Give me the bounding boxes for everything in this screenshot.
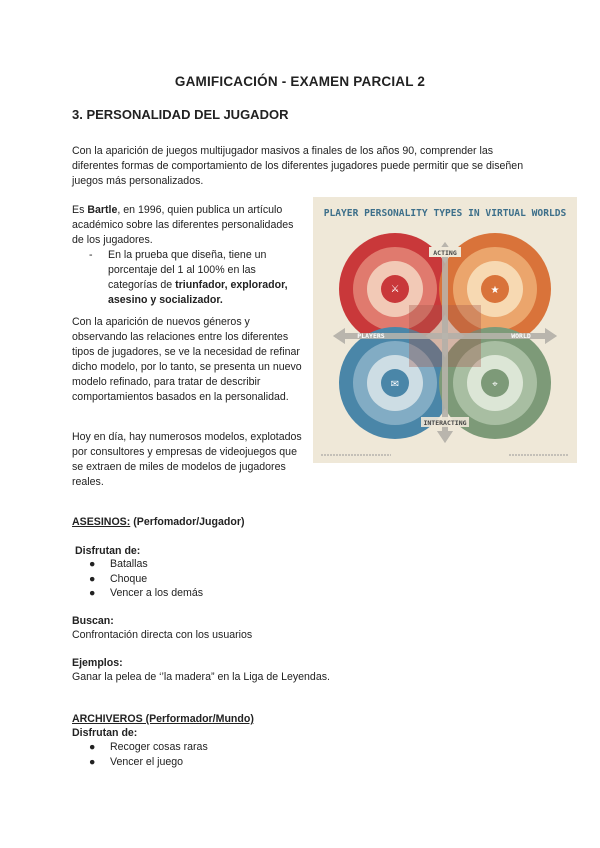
bullet-icon: ● xyxy=(89,558,96,570)
archiveros-disfrutan-label: Disfrutan de: xyxy=(72,727,138,739)
bartle-bullet-bold: triunfador, explorador, asesino y socializador. xyxy=(108,279,288,306)
asesinos-disfrutan-label: Disfrutan de: xyxy=(75,545,141,557)
list-item-text: Vencer a los demás xyxy=(110,587,204,599)
nuevos-paragraph: Con la aparición de nuevos géneros y observando las relaciones entre los diferentes tipos de jugadores, se ve la necesidad de refinar dicho modelo, por lo tanto, se presenta un nuevo modelo refinado, para tratar de describir comportamientos basados en la personalidad. xyxy=(72,316,302,403)
hoy-paragraph: Hoy en día, hay numerosos modelos, explotados por consultores y empresas de videojuegos que se extraen de miles de modelos de jugadores reales. xyxy=(72,431,302,488)
document-title: GAMIFICACIÓN - EXAMEN PARCIAL 2 xyxy=(174,74,426,89)
asesinos-heading xyxy=(72,515,244,530)
list-item-text: Choque xyxy=(110,572,148,585)
player-types-infographic xyxy=(313,197,577,463)
bartle-bullet xyxy=(72,248,308,308)
list-item xyxy=(72,740,208,755)
bullet-icon: ● xyxy=(89,587,96,599)
bullet-icon: ● xyxy=(89,741,96,753)
bartle-list xyxy=(72,248,308,308)
intro-paragraph: Con la aparición de juegos multijugador masivos a finales de los años 90, comprender las diferentes formas de comportamiento de los diferentes jugadores puede permitir que se diseñen juegos más personalizados. xyxy=(72,145,524,187)
list-item-text: Recoger cosas raras xyxy=(110,741,208,753)
dash-marker: - xyxy=(89,249,93,261)
infographic-graphic xyxy=(313,197,577,463)
bullet-icon: ● xyxy=(89,755,96,768)
bartle-name: Bartle xyxy=(87,204,118,216)
asesinos-buscan-label: Buscan: xyxy=(72,615,114,627)
chat-icon: ✉ xyxy=(390,379,400,390)
bartle-paragraph xyxy=(72,203,308,248)
bartle-block xyxy=(72,203,308,308)
swords-icon: ⚔ xyxy=(390,284,400,295)
infographic-title: PLAYER PERSONALITY TYPES IN VIRTUAL WORLDS xyxy=(323,208,567,219)
asesinos-ejemplos-label: Ejemplos: xyxy=(72,657,123,669)
section-heading: 3. PERSONALIDAD DEL JUGADOR xyxy=(72,107,289,122)
asesinos-heading-rest: (Perfomador/Jugador) xyxy=(130,516,245,528)
acting-label: ACTING xyxy=(433,249,457,257)
players-label: PLAYERS xyxy=(357,332,385,340)
asesinos-heading-underlined: ASESINOS: xyxy=(72,516,131,528)
list-item xyxy=(72,572,203,587)
bullet-icon: ● xyxy=(89,572,96,585)
asesinos-ejemplos-text: Ganar la pelea de ‘’la madera” en la Liga de Leyendas. xyxy=(72,671,330,683)
archiveros-heading: ARCHIVEROS (Performador/Mundo) xyxy=(72,713,254,725)
list-item-text: Vencer el juego xyxy=(110,755,184,768)
list-item-text: Batallas xyxy=(110,558,148,570)
list-item xyxy=(72,557,203,572)
list-item xyxy=(72,755,208,770)
world-label: WORLD xyxy=(511,332,531,340)
asesinos-buscan-text: Confrontación directa con los usuarios xyxy=(72,629,253,641)
interacting-label: INTERACTING xyxy=(423,419,467,427)
map-icon: ⌖ xyxy=(492,379,498,390)
bartle-post: , en 1996, quien publica un artículo académico sobre las diferentes personalidades de los jugadores. xyxy=(72,204,294,246)
bartle-bullet-text: En la prueba que diseña, tiene un porcentaje del 1 al 100% en las categorías de xyxy=(108,249,267,291)
list-item xyxy=(72,586,203,601)
archiveros-disfrutan-list xyxy=(72,740,208,769)
asesinos-disfrutan-list xyxy=(72,557,203,601)
trophy-icon: ★ xyxy=(490,285,500,296)
bartle-pre: Es xyxy=(72,204,88,216)
